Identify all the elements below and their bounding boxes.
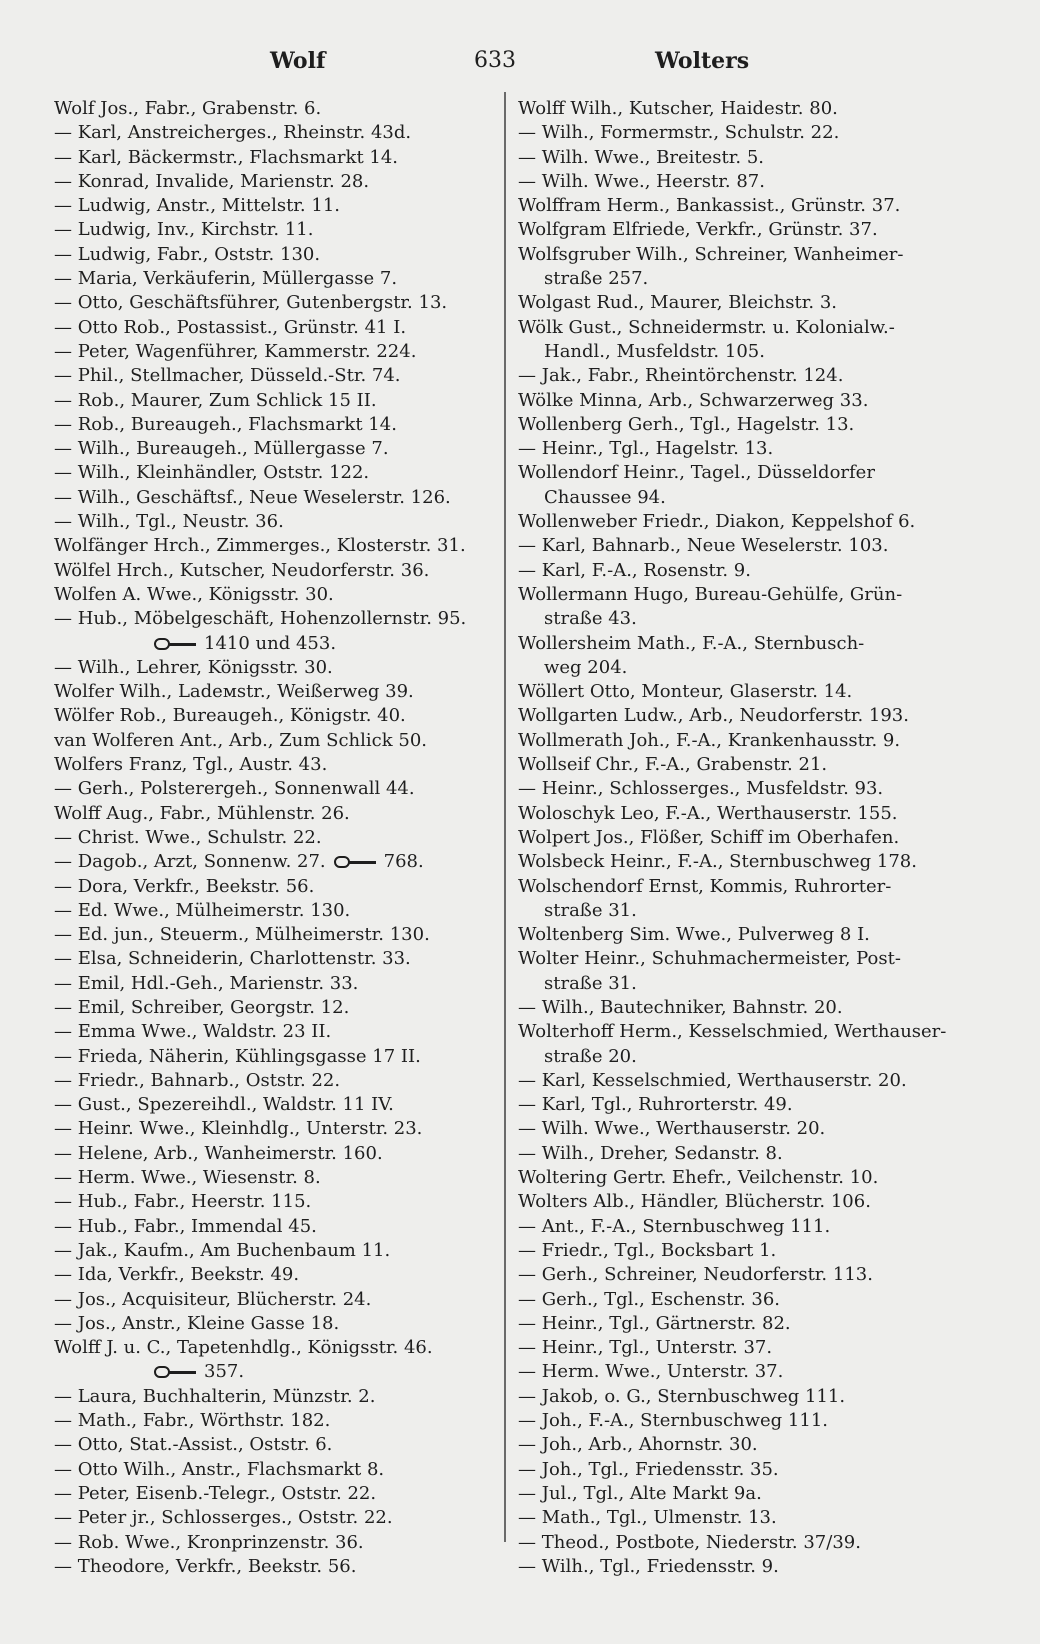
directory-entry [54, 1506, 484, 1530]
entry-text: Wolters Alb., Händler, Blücherstr. 106. [518, 1191, 871, 1213]
entry-text: Wolter Heinr., Schuhmachermeister, Post- [518, 948, 901, 970]
directory-entry [518, 1385, 988, 1409]
directory-entry [54, 656, 484, 680]
entry-text: — Otto Rob., Postassist., Grünstr. 41 I. [54, 316, 407, 338]
directory-entry [54, 1409, 484, 1433]
entry-text: straße 20. [544, 1045, 637, 1067]
entry-text: Wollenweber Friedr., Diakon, Keppelshof 6. [518, 511, 916, 533]
entry-text: van Wolferen Ant., Arb., Zum Schlick 50. [54, 729, 427, 751]
telephone-icon [154, 638, 198, 650]
directory-entry [54, 1288, 484, 1312]
directory-entry [518, 1409, 988, 1433]
directory-entry [54, 826, 484, 850]
entry-text: — Otto Wilh., Anstr., Flachsmarkt 8. [54, 1458, 385, 1480]
header-right-keyword: Wolters [655, 48, 750, 74]
entry-text: — Karl, Bahnarb., Neue Weselerstr. 103. [518, 535, 889, 557]
directory-entry [54, 218, 484, 242]
entry-text: — Laura, Buchhalterin, Münzstr. 2. [54, 1385, 376, 1407]
entry-text: — Emma Wwe., Waldstr. 23 II. [54, 1021, 332, 1043]
directory-entry [54, 850, 484, 874]
entry-text: 1410 und 453. [204, 632, 337, 654]
directory-entry [518, 1117, 988, 1141]
directory-entry [518, 1215, 988, 1239]
entry-text: — Peter, Eisenb.-Telegr., Oststr. 22. [54, 1482, 377, 1504]
directory-entry [518, 729, 988, 753]
entry-text: — Gerh., Polsterergeh., Sonnenwall 44. [54, 778, 415, 800]
entry-text: — Karl, Bäckermstr., Flachsmarkt 14. [54, 146, 399, 168]
directory-entry [54, 1093, 484, 1117]
directory-entry [54, 1555, 484, 1579]
directory-entry [518, 121, 988, 145]
directory-entry [54, 947, 484, 971]
directory-entry [518, 1312, 988, 1336]
directory-entry [54, 972, 484, 996]
entry-text: — Rob. Wwe., Kronprinzenstr. 36. [54, 1531, 364, 1553]
directory-entry [518, 170, 988, 194]
directory-entry [518, 194, 988, 218]
directory-entry [518, 1482, 988, 1506]
directory-entry [54, 1458, 484, 1482]
entry-text: — Wilh., Lehrer, Königsstr. 30. [54, 656, 333, 678]
directory-entry [518, 413, 988, 437]
directory-entry [54, 875, 484, 899]
directory-entry [54, 437, 484, 461]
directory-entry [518, 146, 988, 170]
entry-text: Wollersheim Math., F.-A., Sternbusch- [518, 632, 865, 654]
right-column [518, 97, 988, 1579]
telephone-icon [334, 856, 378, 868]
entry-text: — Jos., Acquisiteur, Blücherstr. 24. [54, 1288, 372, 1310]
directory-entry [518, 559, 988, 583]
directory-entry [54, 753, 484, 777]
entry-text: — Wilh., Bureaugeh., Müllergasse 7. [54, 438, 389, 460]
directory-entry [518, 1458, 988, 1482]
directory-entry [54, 583, 484, 607]
directory-entry [518, 1069, 988, 1093]
directory-entry [54, 364, 484, 388]
header-left-keyword: Wolf [270, 48, 326, 74]
directory-entry [518, 389, 988, 413]
directory-entry [518, 1239, 988, 1263]
directory-entry [518, 1093, 988, 1117]
entry-text: — Wilh., Tgl., Neustr. 36. [54, 511, 284, 533]
entry-text: — Peter jr., Schlosserges., Oststr. 22. [54, 1507, 393, 1529]
entry-text: Woltering Gertr. Ehefr., Veilchenstr. 10. [518, 1167, 879, 1189]
entry-text: Wolff Aug., Fabr., Mühlenstr. 26. [54, 802, 350, 824]
directory-entry [54, 802, 484, 826]
entry-text: — Heinr. Wwe., Kleinhdlg., Unterstr. 23. [54, 1118, 423, 1140]
directory-entry [518, 875, 988, 899]
entry-text: straße 31. [544, 972, 637, 994]
directory-entry [518, 1045, 988, 1069]
entry-text: — Hub., Fabr., Heerstr. 115. [54, 1191, 312, 1213]
entry-text: — Friedr., Tgl., Bocksbart 1. [518, 1239, 777, 1261]
left-column [54, 97, 484, 1579]
directory-entry [54, 1190, 484, 1214]
entry-text: — Wilh. Wwe., Heerstr. 87. [518, 170, 765, 192]
entry-text: — Elsa, Schneiderin, Charlottenstr. 33. [54, 948, 411, 970]
entry-text: Wolfen A. Wwe., Königsstr. 30. [54, 583, 334, 605]
page-number: 633 [474, 48, 516, 73]
entry-text: — Heinr., Tgl., Hagelstr. 13. [518, 438, 774, 460]
entry-text: — Emil, Schreiber, Georgstr. 12. [54, 996, 350, 1018]
entry-text: Wolsbeck Heinr., F.-A., Sternbuschweg 178. [518, 851, 917, 873]
entry-text: — Jakob, o. G., Sternbuschweg 111. [518, 1385, 846, 1407]
directory-entry [518, 1190, 988, 1214]
directory-entry [54, 729, 484, 753]
entry-text: — Rob., Maurer, Zum Schlick 15 II. [54, 389, 377, 411]
directory-entry [54, 1263, 484, 1287]
directory-entry [54, 1166, 484, 1190]
entry-text: — Joh., Tgl., Friedensstr. 35. [518, 1458, 779, 1480]
directory-entry [54, 97, 484, 121]
entry-text: Wolff Wilh., Kutscher, Haidestr. 80. [518, 98, 838, 119]
directory-entry [518, 680, 988, 704]
entry-text: — Phil., Stellmacher, Düsseld.-Str. 74. [54, 365, 401, 387]
entry-text: straße 31. [544, 899, 637, 921]
directory-entry [54, 996, 484, 1020]
directory-entry [518, 364, 988, 388]
entry-text: — Ant., F.-A., Sternbuschweg 111. [518, 1215, 831, 1237]
entry-text: — Karl, Anstreicherges., Rheinstr. 43d. [54, 122, 412, 144]
directory-entry [518, 704, 988, 728]
entry-text: — Wilh. Wwe., Werthauserstr. 20. [518, 1118, 826, 1140]
entry-text: Wolf Jos., Fabr., Grabenstr. 6. [54, 98, 322, 119]
directory-entry [54, 559, 484, 583]
directory-entry [54, 534, 484, 558]
entry-text: Chaussee 94. [544, 486, 666, 508]
directory-entry [54, 1433, 484, 1457]
entry-text: — Christ. Wwe., Schulstr. 22. [54, 826, 322, 848]
directory-entry [54, 680, 484, 704]
directory-entry [518, 583, 988, 607]
entry-text: Wölfel Hrch., Kutscher, Neudorferstr. 36. [54, 559, 430, 581]
entry-text: — Theodore, Verkfr., Beekstr. 56. [54, 1555, 357, 1577]
directory-entry [54, 1117, 484, 1141]
directory-entry [54, 1482, 484, 1506]
entry-text: — Math., Tgl., Ulmenstr. 13. [518, 1507, 777, 1529]
directory-entry [518, 826, 988, 850]
entry-text: — Gerh., Schreiner, Neudorferstr. 113. [518, 1264, 873, 1286]
column-divider [504, 92, 506, 1542]
entry-text: — Gust., Spezereihdl., Waldstr. 11 IV. [54, 1094, 394, 1116]
entry-text: Wolterhoff Herm., Kesselschmied, Werthauser- [518, 1021, 947, 1043]
directory-entry [54, 1215, 484, 1239]
entry-text: — Jak., Kaufm., Am Buchenbaum 11. [54, 1239, 391, 1261]
directory-entry [518, 1020, 988, 1044]
entry-text: Wolschendorf Ernst, Kommis, Ruhrorter- [518, 875, 892, 897]
entry-text: — Otto, Geschäftsführer, Gutenbergstr. 13. [54, 292, 448, 314]
entry-text: — Konrad, Invalide, Marienstr. 28. [54, 170, 370, 192]
entry-text: — Rob., Bureaugeh., Flachsmarkt 14. [54, 413, 397, 435]
entry-text: Wollenberg Gerh., Tgl., Hagelstr. 13. [518, 413, 855, 435]
entry-text: — Ida, Verkfr., Beekstr. 49. [54, 1264, 300, 1286]
entry-text: straße 43. [544, 608, 637, 630]
entry-text: — Herm. Wwe., Wiesenstr. 8. [54, 1167, 321, 1189]
entry-text: — Ludwig, Inv., Kirchstr. 11. [54, 219, 314, 241]
entry-text: Wöllert Otto, Monteur, Glaserstr. 14. [518, 681, 853, 703]
directory-entry [54, 194, 484, 218]
entry-text: — Dagob., Arzt, Sonnenw. 27. [54, 851, 326, 873]
entry-text: — Helene, Arb., Wanheimerstr. 160. [54, 1142, 383, 1164]
entry-text: — Wilh., Bautechniker, Bahnstr. 20. [518, 996, 843, 1018]
directory-entry [54, 777, 484, 801]
directory-entry [518, 1433, 988, 1457]
entry-text: — Hub., Möbelgeschäft, Hohenzollernstr. 95. [54, 608, 467, 630]
directory-entry [518, 267, 988, 291]
entry-text: 357. [204, 1361, 245, 1383]
directory-entry [54, 340, 484, 364]
directory-entry [518, 656, 988, 680]
directory-entry [54, 510, 484, 534]
telephone-number: 768. [383, 851, 424, 873]
directory-entry [518, 510, 988, 534]
directory-entry [518, 1263, 988, 1287]
directory-entry [518, 607, 988, 631]
directory-entry [54, 170, 484, 194]
directory-entry [54, 899, 484, 923]
entry-text: Woltenberg Sim. Wwe., Pulverweg 8 I. [518, 924, 870, 946]
directory-entry [54, 486, 484, 510]
directory-entry [518, 1360, 988, 1384]
directory-entry [518, 1531, 988, 1555]
entry-text: Wölfer Rob., Bureaugeh., Königstr. 40. [54, 705, 406, 727]
entry-text: — Jak., Fabr., Rheintörchenstr. 124. [518, 365, 844, 387]
entry-text: Wolgast Rud., Maurer, Bleichstr. 3. [518, 292, 838, 314]
entry-text: Wolff J. u. C., Tapetenhdlg., Königsstr. 46. [54, 1337, 433, 1359]
directory-entry [518, 534, 988, 558]
entry-text: — Jos., Anstr., Kleine Gasse 18. [54, 1312, 340, 1334]
directory-entry [518, 1166, 988, 1190]
entry-text: Wollgarten Ludw., Arb., Neudorferstr. 193. [518, 705, 909, 727]
directory-entry [518, 923, 988, 947]
entry-text: — Gerh., Tgl., Eschenstr. 36. [518, 1288, 781, 1310]
entry-text: Handl., Musfeldstr. 105. [544, 340, 765, 362]
directory-entry [54, 632, 484, 656]
directory-entry [54, 607, 484, 631]
directory-entry [54, 461, 484, 485]
entry-text: Woloschyk Leo, F.-A., Werthauserstr. 155. [518, 802, 898, 824]
entry-text: Wölk Gust., Schneidermstr. u. Kolonialw.- [518, 316, 895, 338]
directory-entry [518, 461, 988, 485]
entry-text: — Heinr., Schlosserges., Musfeldstr. 93. [518, 778, 884, 800]
entry-text: — Wilh., Tgl., Friedensstr. 9. [518, 1555, 779, 1577]
directory-entry [518, 850, 988, 874]
entry-text: Wollendorf Heinr., Tagel., Düsseldorfer [518, 462, 875, 484]
entry-text: — Emil, Hdl.-Geh., Marienstr. 33. [54, 972, 359, 994]
entry-text: — Wilh. Wwe., Breitestr. 5. [518, 146, 765, 168]
entry-text: Wolffram Herm., Bankassist., Grünstr. 37. [518, 195, 901, 217]
entry-text: — Ed. jun., Steuerm., Mülheimerstr. 130. [54, 924, 430, 946]
entry-text: — Heinr., Tgl., Unterstr. 37. [518, 1337, 773, 1359]
directory-entry [518, 340, 988, 364]
directory-entry [54, 1020, 484, 1044]
directory-entry [518, 316, 988, 340]
directory-entry [518, 996, 988, 1020]
entry-text: Wollseif Chr., F.-A., Grabenstr. 21. [518, 754, 828, 776]
directory-entry [54, 1336, 484, 1360]
directory-entry [518, 972, 988, 996]
entry-text: — Theod., Postbote, Niederstr. 37/39. [518, 1531, 861, 1553]
entry-text: — Wilh., Dreher, Sedanstr. 8. [518, 1142, 783, 1164]
directory-entry [54, 1045, 484, 1069]
directory-entry [518, 947, 988, 971]
directory-entry [54, 704, 484, 728]
directory-entry [54, 1385, 484, 1409]
entry-text: — Joh., F.-A., Sternbuschweg 111. [518, 1410, 829, 1432]
directory-entry [54, 121, 484, 145]
directory-entry [518, 1506, 988, 1530]
entry-text: — Frieda, Näherin, Kühlingsgasse 17 II. [54, 1045, 421, 1067]
entry-text: — Herm. Wwe., Unterstr. 37. [518, 1361, 784, 1383]
entry-text: Wölke Minna, Arb., Schwarzerweg 33. [518, 389, 869, 411]
entry-text: Wolfers Franz, Tgl., Austr. 43. [54, 754, 328, 776]
entry-text: — Wilh., Formermstr., Schulstr. 22. [518, 122, 840, 144]
entry-text: — Wilh., Kleinhändler, Oststr. 122. [54, 462, 370, 484]
directory-entry [54, 1360, 484, 1384]
entry-text: weg 204. [544, 656, 628, 678]
directory-entry [54, 1239, 484, 1263]
directory-entry [54, 243, 484, 267]
entry-text: Wollermann Hugo, Bureau-Gehülfe, Grün- [518, 583, 903, 605]
entry-text: Wolpert Jos., Flößer, Schiff im Oberhafen. [518, 826, 900, 848]
entry-text: — Ludwig, Anstr., Mittelstr. 11. [54, 195, 341, 217]
directory-entry [518, 1336, 988, 1360]
entry-text: Wolfer Wilh., Ladемstr., Weißerweg 39. [54, 681, 414, 703]
directory-entry [54, 1531, 484, 1555]
entry-text: — Heinr., Tgl., Gärtnerstr. 82. [518, 1312, 791, 1334]
directory-entry [54, 316, 484, 340]
entry-text: — Friedr., Bahnarb., Oststr. 22. [54, 1069, 341, 1091]
entry-text: Wollmerath Joh., F.-A., Krankenhausstr. 9. [518, 729, 901, 751]
directory-entry [518, 899, 988, 923]
directory-entry [54, 1069, 484, 1093]
entry-text: — Peter, Wagenführer, Kammerstr. 224. [54, 340, 417, 362]
directory-entry [54, 1312, 484, 1336]
entry-text: Wolfgram Elfriede, Verkfr., Grünstr. 37. [518, 219, 878, 241]
entry-text: — Wilh., Geschäftsf., Neue Weselerstr. 126. [54, 486, 451, 508]
entry-text: — Jul., Tgl., Alte Markt 9a. [518, 1482, 762, 1504]
entry-text: — Dora, Verkfr., Beekstr. 56. [54, 875, 315, 897]
entry-text: — Karl, F.-A., Rosenstr. 9. [518, 559, 751, 581]
page-header [58, 48, 988, 82]
directory-entry [518, 97, 988, 121]
directory-entry [54, 923, 484, 947]
entry-text: straße 257. [544, 268, 649, 290]
directory-entry [518, 632, 988, 656]
directory-entry [54, 291, 484, 315]
directory-entry [518, 802, 988, 826]
entry-text: — Maria, Verkäuferin, Müllergasse 7. [54, 268, 398, 290]
directory-entry [518, 1142, 988, 1166]
entry-text: Wolfänger Hrch., Zimmerges., Klosterstr. 31. [54, 535, 466, 557]
entry-text: — Otto, Stat.-Assist., Oststr. 6. [54, 1434, 333, 1456]
directory-entry [54, 413, 484, 437]
directory-entry [518, 437, 988, 461]
directory-entry [54, 389, 484, 413]
directory-entry [518, 486, 988, 510]
directory-entry [54, 1142, 484, 1166]
entry-text: — Math., Fabr., Wörthstr. 182. [54, 1410, 331, 1432]
directory-entry [518, 1288, 988, 1312]
entry-text: Wolfsgruber Wilh., Schreiner, Wanheimer- [518, 243, 904, 265]
entry-text: — Karl, Tgl., Ruhrorterstr. 49. [518, 1094, 793, 1116]
entry-text: — Ed. Wwe., Mülheimerstr. 130. [54, 899, 351, 921]
directory-entry [54, 146, 484, 170]
directory-entry [518, 1555, 988, 1579]
directory-entry [518, 243, 988, 267]
entry-text: — Hub., Fabr., Immendal 45. [54, 1215, 317, 1237]
directory-entry [54, 267, 484, 291]
directory-entry [518, 291, 988, 315]
directory-entry [518, 753, 988, 777]
entry-text: — Karl, Kesselschmied, Werthauserstr. 20. [518, 1069, 907, 1091]
entry-text: — Joh., Arb., Ahornstr. 30. [518, 1434, 758, 1456]
telephone-icon [154, 1366, 198, 1378]
directory-entry [518, 777, 988, 801]
entry-text: — Ludwig, Fabr., Oststr. 130. [54, 243, 321, 265]
directory-entry [518, 218, 988, 242]
